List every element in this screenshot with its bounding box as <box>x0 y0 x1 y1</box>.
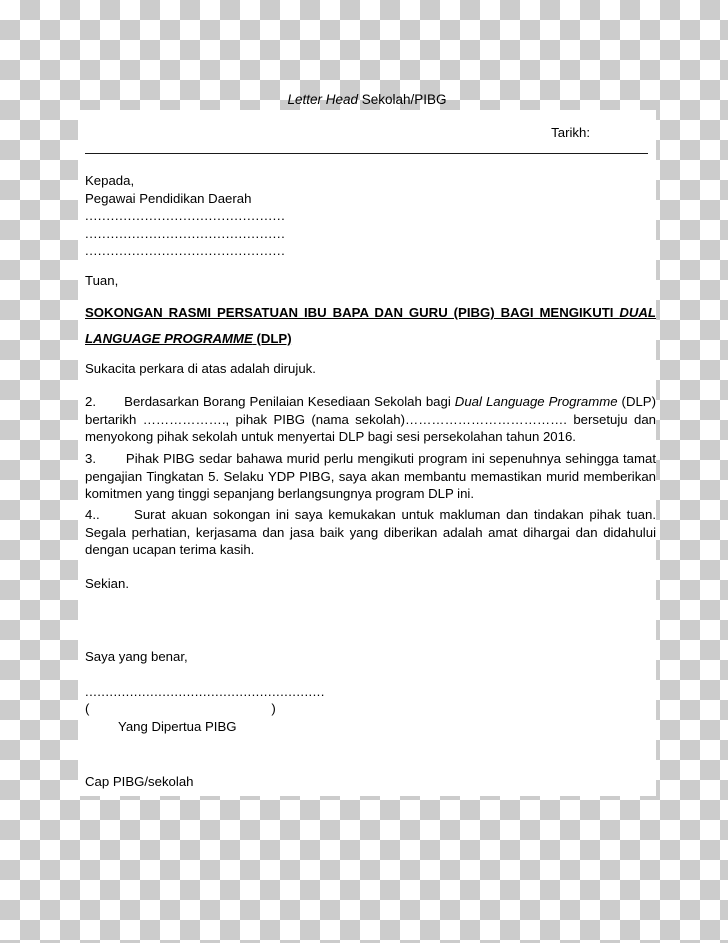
paragraph-3-text: Pihak PIBG sedar bahawa murid perlu mengikuti program ini sepenuhnya sehingga tamat pengajian Tingkatan 5. Selaku YDP PIBG, saya akan membantu memastikan murid memberikan komitmen yang tinggi sepanjang berlangsungnya program DLP ini. <box>85 451 656 502</box>
closing-salutation: Saya yang benar, <box>85 649 188 664</box>
paragraph-3-number: 3. <box>85 451 96 466</box>
stamp-note: Cap PIBG/sekolah <box>85 774 194 789</box>
signature-line: ........................................................... <box>85 684 325 699</box>
recipient-address-line-1: ............................................... <box>85 208 286 224</box>
recipient-office: Pegawai Pendidikan Daerah <box>85 190 252 206</box>
recipient-address-line-3: ............................................... <box>85 243 286 259</box>
paragraph-4-text: Surat akuan sokongan ini saya kemukakan untuk makluman dan tindakan pihak tuan. Segala perhatian, kerjasama dan jasa baik yang diberikan adalah amat dihargai dan didahului dengan ucapan terima kasih. <box>85 507 656 558</box>
letterhead-line <box>78 92 656 107</box>
greeting-text: Tuan, <box>85 273 119 288</box>
paragraph-item-3 <box>85 450 656 503</box>
signature-paren-open: ( <box>85 701 90 716</box>
paragraph-intro: Sukacita perkara di atas adalah dirujuk. <box>85 361 316 376</box>
subject-text-part-1: SOKONGAN RASMI PERSATUAN IBU BAPA DAN GURU (PIBG) BAGI MENGIKUTI <box>85 305 620 320</box>
recipient-salutation: Kepada, <box>85 173 135 188</box>
recipient-address-line-2: ............................................... <box>85 225 286 241</box>
subject-heading <box>85 300 656 351</box>
letterhead-plain-text: Sekolah/PIBG <box>357 92 447 107</box>
subject-text-part-2: (DLP) <box>252 330 292 346</box>
paragraph-item-4 <box>85 506 656 559</box>
paragraph-4-number: 4.. <box>85 507 100 522</box>
signature-paren-close: ) <box>271 701 276 716</box>
closing-sekian: Sekian. <box>85 576 129 591</box>
letterhead-italic-text: Letter Head <box>287 92 358 107</box>
paragraph-item-2 <box>85 393 656 446</box>
signature-title: Yang Dipertua PIBG <box>118 719 237 734</box>
subject-italic-programme: DUAL LANGUAGE PROGRAMME <box>85 305 656 346</box>
signature-name-field <box>85 700 656 718</box>
paragraph-2-italic-programme: Dual Language Programme <box>454 394 618 409</box>
paragraph-2-text-2: (DLP) bertarikh ………………., pihak PIBG (nama sekolah)………………………………. bersetuju dan menyokong pihak sekolah untuk menyertai DLP bagi sesi persekolahan tahun 2016. <box>85 394 656 445</box>
date-label: Tarikh: <box>551 125 590 140</box>
recipient-block <box>85 172 656 260</box>
paragraph-2-number: 2. <box>85 394 96 409</box>
header-divider <box>85 153 648 154</box>
paragraph-2-text-1: Berdasarkan Borang Penilaian Kesediaan Sekolah bagi <box>124 394 455 409</box>
